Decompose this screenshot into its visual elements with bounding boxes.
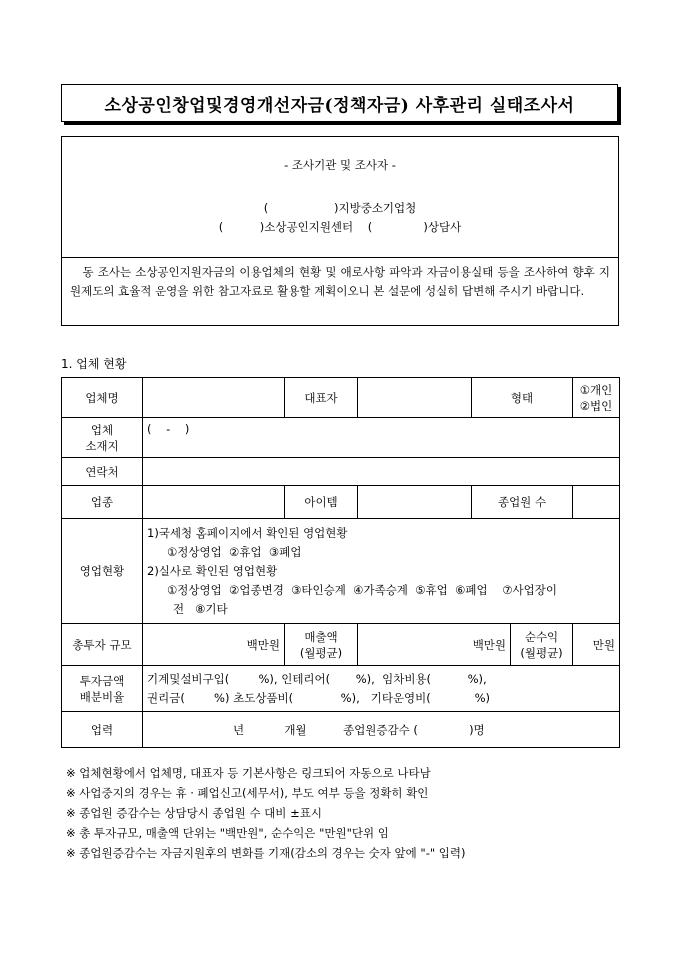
survey-info-header <box>62 137 618 258</box>
item-value[interactable] <box>358 486 472 519</box>
survey-intro-paragraph: 동 조사는 소상공인지원자금의 이용업체의 현황 및 애로사항 파악과 자금이용실태 등을 조사하여 향후 지원제도의 효율적 운영을 위한 참고자료로 활용할 계획이오니 본 설문에 성실히 답변해 주시기 바랍니다. <box>70 265 610 298</box>
company-name-value[interactable] <box>143 378 285 418</box>
company-name-label: 업체명 <box>62 378 143 418</box>
item-label: 아이템 <box>285 486 358 519</box>
history-value[interactable]: 년 개월 종업원증감수 ( )명 <box>143 712 620 748</box>
net-profit-value[interactable]: 만원 <box>573 624 620 666</box>
section-title: 1. 업체 현황 <box>61 357 127 371</box>
contact-label: 연락처 <box>62 458 143 486</box>
notes-list <box>66 763 466 863</box>
total-investment-label: 총투자 규모 <box>62 624 143 666</box>
investment-allocation-label: 투자금액 배분비율 <box>62 666 143 712</box>
representative-value[interactable] <box>358 378 472 418</box>
industry-value[interactable] <box>143 486 285 519</box>
regional-office-line: ( )지방중소기업청 <box>263 201 417 215</box>
total-investment-value[interactable]: 백만원 <box>143 624 285 666</box>
monthly-sales-label: 매출액 (월평균) <box>285 624 358 666</box>
location-value[interactable]: ( - ) <box>143 418 620 458</box>
industry-label: 업종 <box>62 486 143 519</box>
note-item: ※ 종업원 증감수는 상담당시 종업원 수 대비 ±표시 <box>66 806 322 820</box>
history-label: 업력 <box>62 712 143 748</box>
business-status-options[interactable]: 1)국세청 홈페이지에서 확인된 영업현황 ①정상영업 ②휴업 ③폐업 2)실사로 확인된 영업현황 ①정상영업 ②업종변경 ③타인승계 ④가족승계 ⑤휴업 ⑥폐업 ⑦사업장이 전 ⑧기타 <box>143 519 620 624</box>
center-consultant-line: ( )소상공인지원센터 ( )상담사 <box>218 220 462 234</box>
representative-label: 대표자 <box>285 378 358 418</box>
net-profit-label: 순수익 (월평균) <box>511 624 573 666</box>
company-status-table <box>61 377 620 748</box>
business-status-label: 영업현황 <box>62 519 143 624</box>
document-title: 소상공인창업및경영개선자금(정책자금) 사후관리 실태조사서 <box>61 84 618 122</box>
note-item: ※ 업체현황에서 업체명, 대표자 등 기본사항은 링크되어 자동으로 나타남 <box>66 766 431 780</box>
employees-label: 종업원 수 <box>472 486 573 519</box>
type-options[interactable]: ①개인 ②법인 <box>573 378 620 418</box>
investment-allocation-value[interactable]: 기계및설비구입( %), 인테리어( %), 임차비용( %), 권리금( %) 초도상품비( %), 기타운영비( %) <box>143 666 620 712</box>
type-label: 형태 <box>472 378 573 418</box>
employees-value[interactable] <box>573 486 620 519</box>
note-item: ※ 종업원증감수는 자금지원후의 변화를 기재(감소의 경우는 숫자 앞에 "-" 입력) <box>66 846 466 860</box>
contact-value[interactable] <box>143 458 620 486</box>
monthly-sales-value[interactable]: 백만원 <box>358 624 511 666</box>
note-item: ※ 사업중지의 경우는 휴 · 폐업신고(세무서), 부도 여부 등을 정확히 확인 <box>66 786 429 800</box>
location-label: 업체 소재지 <box>62 418 143 458</box>
surveyor-heading: - 조사기관 및 조사자 - <box>284 158 396 172</box>
survey-info-box <box>61 136 619 326</box>
note-item: ※ 총 투자규모, 매출액 단위는 "백만원", 순수익은 "만원"단위 임 <box>66 826 389 840</box>
